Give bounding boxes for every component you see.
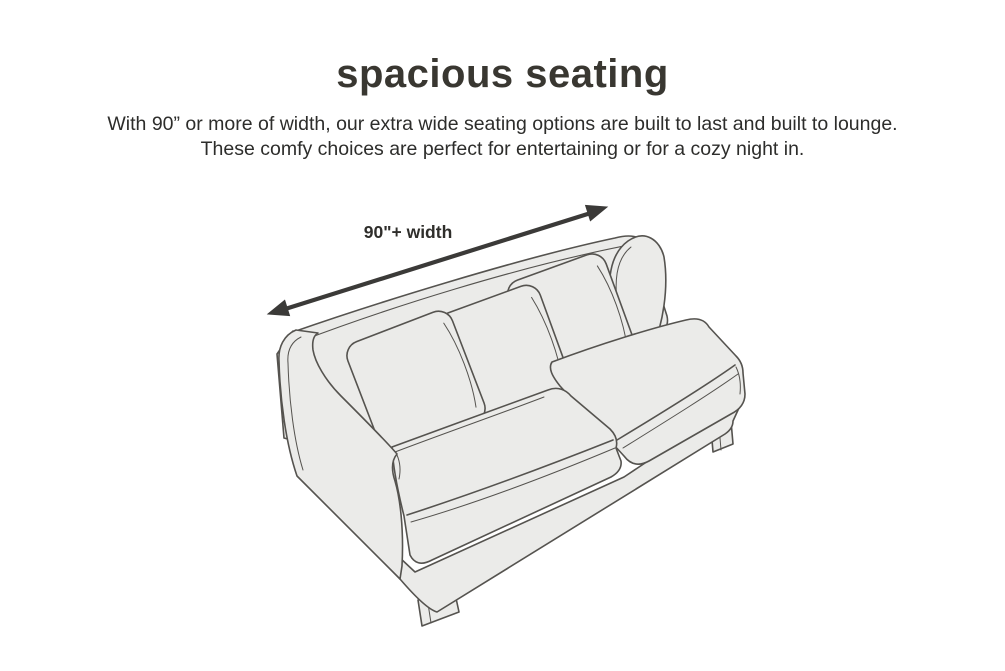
dimension-label: 90"+ width (363, 222, 453, 242)
subtitle-line-2: These comfy choices are perfect for entertaining or for a cozy night in. (200, 138, 805, 160)
dimension-arrowhead-left (268, 300, 290, 315)
dimension-arrowhead-right (586, 205, 607, 220)
page-title: spacious seating (336, 52, 669, 96)
sofa (277, 236, 745, 626)
subtitle-line-1: With 90” or more of width, our extra wide seating options are built to last and built to lounge. (107, 113, 898, 135)
